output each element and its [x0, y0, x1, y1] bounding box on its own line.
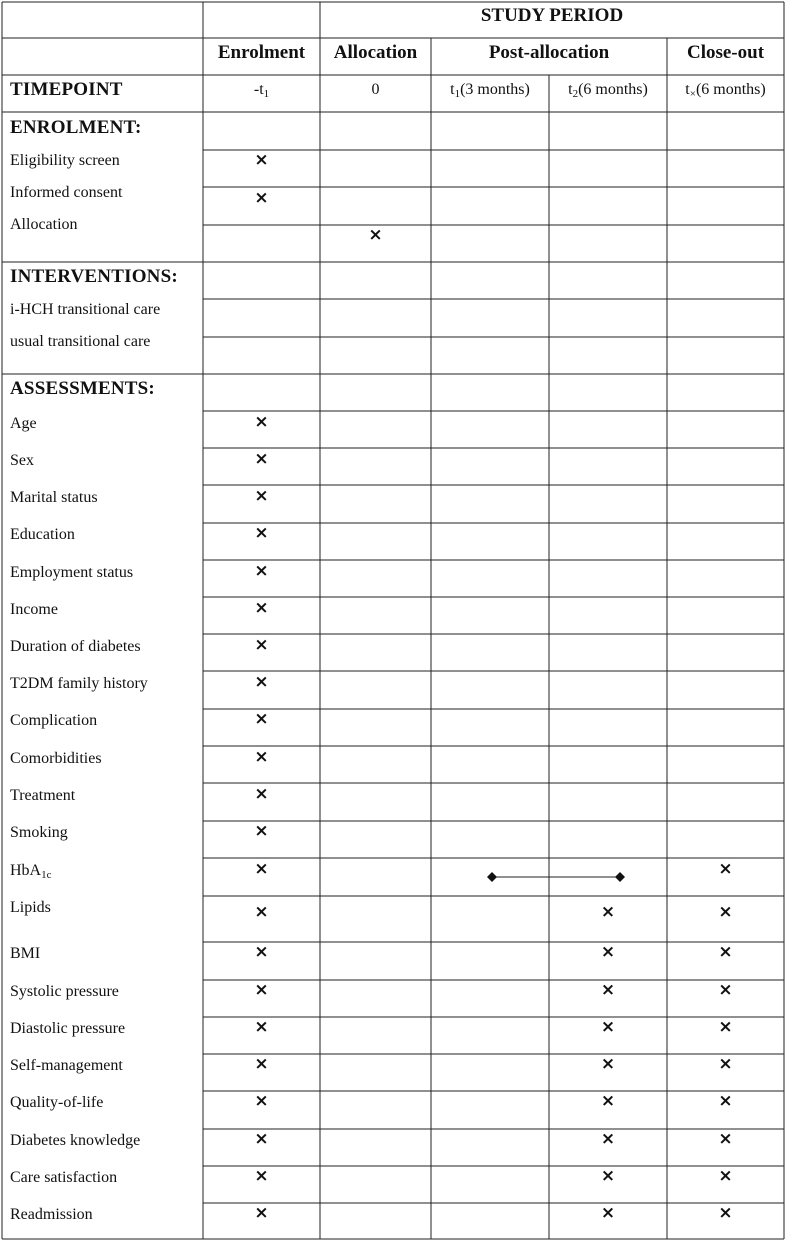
- row-label-diabetes-knowledge: Diabetes knowledge: [10, 1132, 141, 1149]
- row-label-allocation: Allocation: [10, 216, 78, 233]
- hba1c-span-start-diamond: [487, 872, 497, 882]
- post-allocation-header: Post-allocation: [488, 42, 610, 63]
- mark-quality-of-life-closeout: ×: [718, 1091, 733, 1111]
- timepoint-enrolment: $-t_1$: [253, 81, 270, 100]
- mark-bmi-t2: ×: [600, 942, 616, 962]
- study-period-header: STUDY PERIOD: [480, 5, 624, 26]
- mark-bmi-closeout: ×: [718, 942, 733, 962]
- mark-bmi-enrolment: ×: [254, 942, 269, 962]
- mark-knowledge-t2: ×: [600, 1129, 616, 1149]
- mark-allocation-allocation: ×: [368, 225, 383, 245]
- mark-self-management-enrolment: ×: [254, 1054, 269, 1074]
- mark-readmission-enrolment: ×: [254, 1203, 269, 1223]
- timepoint-allocation: 0: [371, 81, 380, 98]
- row-label-sex: Sex: [10, 452, 34, 469]
- mark-treatment-enrolment: ×: [254, 784, 269, 804]
- timepoint-t1: $t_1(3$ months): [450, 81, 530, 100]
- timepoint-t2: $t_2(6$ months): [568, 81, 648, 100]
- row-label-age: Age: [10, 415, 37, 432]
- row-label-treatment: Treatment: [10, 787, 76, 804]
- row-label-income: Income: [10, 601, 58, 618]
- mark-hba1c-closeout: ×: [718, 859, 733, 879]
- mark-family-history-enrolment: ×: [254, 672, 269, 692]
- row-label-self-management: Self-management: [10, 1057, 123, 1074]
- mark-satisfaction-t2: ×: [600, 1166, 616, 1186]
- row-label-complication: Complication: [10, 712, 98, 729]
- row-label-bmi: BMI: [10, 945, 41, 962]
- row-label-lipids: Lipids: [10, 899, 51, 916]
- mark-comorbidities-enrolment: ×: [254, 747, 269, 767]
- mark-diastolic-enrolment: ×: [254, 1017, 269, 1037]
- row-label-duration-of-diabetes: Duration of diabetes: [10, 638, 141, 655]
- hba1c-span-end-diamond: [615, 872, 625, 882]
- row-label-eligibility-screen: Eligibility screen: [10, 152, 120, 169]
- close-out-header: Close-out: [686, 42, 765, 63]
- mark-smoking-enrolment: ×: [254, 821, 269, 841]
- row-label-hba1c: HbA$_{1c}$: [10, 862, 52, 881]
- row-label-employment-status: Employment status: [10, 564, 134, 581]
- mark-complication-enrolment: ×: [254, 709, 269, 729]
- mark-knowledge-closeout: ×: [718, 1129, 733, 1149]
- row-label-informed-consent: Informed consent: [10, 184, 123, 201]
- row-label-systolic-pressure: Systolic pressure: [10, 983, 119, 1000]
- mark-income-enrolment: ×: [254, 598, 269, 618]
- enrolment-header: Enrolment: [217, 42, 306, 63]
- row-label-comorbidities: Comorbidities: [10, 750, 102, 767]
- mark-consent-enrolment: ×: [254, 188, 269, 208]
- timepoint-tx: $t_\times(6$ months): [685, 81, 766, 100]
- mark-systolic-t2: ×: [600, 980, 616, 1000]
- mark-knowledge-enrolment: ×: [254, 1129, 269, 1149]
- mark-diastolic-closeout: ×: [718, 1017, 733, 1037]
- row-label-marital-status: Marital status: [10, 489, 98, 506]
- row-label-usual-transitional-care: usual transitional care: [10, 333, 151, 350]
- mark-satisfaction-enrolment: ×: [254, 1166, 269, 1186]
- row-label-quality-of-life: Quality-of-life: [10, 1094, 104, 1111]
- row-label-ihch-transitional-care: i-HCH transitional care: [10, 301, 161, 318]
- mark-systolic-enrolment: ×: [254, 980, 269, 1000]
- row-label-diastolic-pressure: Diastolic pressure: [10, 1020, 126, 1037]
- mark-duration-enrolment: ×: [254, 635, 269, 655]
- allocation-header: Allocation: [333, 42, 418, 63]
- mark-lipids-t2: ×: [600, 902, 616, 922]
- mark-marital-enrolment: ×: [254, 486, 269, 506]
- mark-diastolic-t2: ×: [600, 1017, 616, 1037]
- mark-quality-of-life-enrolment: ×: [254, 1091, 269, 1111]
- interventions-section-title: INTERVENTIONS:: [10, 266, 178, 287]
- mark-eligibility-enrolment: ×: [254, 150, 269, 170]
- timepoint-label: TIMEPOINT: [10, 79, 123, 100]
- row-label-care-satisfaction: Care satisfaction: [10, 1169, 118, 1186]
- enrolment-section-title: ENROLMENT:: [10, 117, 142, 138]
- mark-readmission-t2: ×: [600, 1203, 616, 1223]
- mark-lipids-closeout: ×: [718, 902, 733, 922]
- mark-employment-enrolment: ×: [254, 561, 269, 581]
- mark-sex-enrolment: ×: [254, 449, 269, 469]
- mark-readmission-closeout: ×: [718, 1203, 733, 1223]
- mark-self-management-closeout: ×: [718, 1054, 733, 1074]
- mark-lipids-enrolment: ×: [254, 902, 269, 922]
- mark-hba1c-enrolment: ×: [254, 859, 269, 879]
- row-label-t2dm-family-history: T2DM family history: [10, 675, 148, 692]
- row-label-smoking: Smoking: [10, 824, 68, 841]
- assessments-section-title: ASSESSMENTS:: [10, 378, 155, 399]
- mark-satisfaction-closeout: ×: [718, 1166, 733, 1186]
- mark-self-management-t2: ×: [600, 1054, 616, 1074]
- mark-systolic-closeout: ×: [718, 980, 733, 1000]
- row-label-readmission: Readmission: [10, 1206, 93, 1223]
- mark-age-enrolment: ×: [254, 412, 269, 432]
- row-label-education: Education: [10, 526, 75, 543]
- mark-quality-of-life-t2: ×: [600, 1091, 616, 1111]
- mark-education-enrolment: ×: [254, 523, 269, 543]
